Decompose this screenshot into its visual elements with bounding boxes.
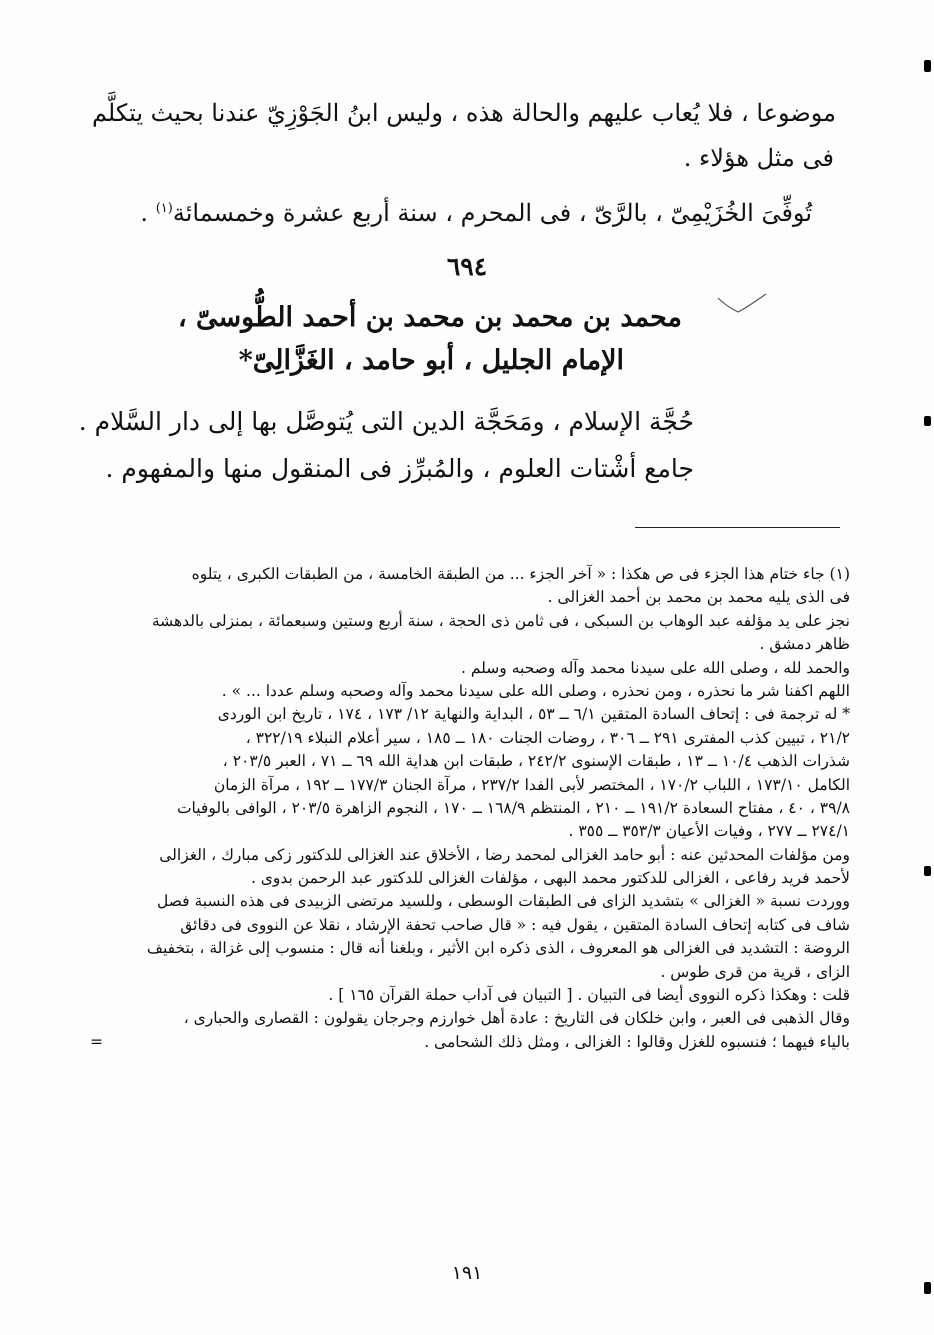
footnote-line: والحمد لله ، وصلى الله على سيدنا محمد وآله وصحبه وسلم . xyxy=(461,658,850,677)
entry-description-line-1: حُجَّة الإسلام ، ومَحَجَّة الدين التى يُتوصَّل بها إلى دار السَّلام . xyxy=(78,407,694,436)
footnote-line: فى الذى يليه محمد بن محمد بن أحمد الغزالى . xyxy=(547,588,850,607)
entry-number: ٦٩٤ xyxy=(446,252,488,281)
footnote-continuation-mark: = xyxy=(90,1032,103,1051)
footnote-marker: (١) xyxy=(155,201,173,216)
scan-edge-mark xyxy=(924,866,931,876)
footnote-line: ٣٩/٨ ، ٤٠ ، مفتاح السعادة ١٩١/٢ ــ ٢١٠ ، المنتظم ١٦٨/٩ ــ ١٧٠ ، النجوم الزاهرة ٢٠٣/٥ ، الوافى بالوفيات xyxy=(176,798,850,817)
body-text-line-1: موضوعا ، فلا يُعاب عليهم والحالة هذه ، وليس ابنُ الجَوْزِيّ عندنا بحيث يتكلَّم xyxy=(91,99,836,127)
footnote-line: * له ترجمة فى : إتحاف السادة المتقين ٦/١ ــ ٥٣ ، البداية والنهاية ١٢/ ١٧٣ ، ١٧٤ ، تاريخ ابن الوردى xyxy=(217,705,850,724)
footnote-line: اللهم اكفنا شر ما نحذره ، ومن نحذره ، وصلى الله على سيدنا محمد وآله وصحبه وسلم عددا ... » . xyxy=(221,681,850,700)
entry-heading-line-1: محمد بن محمد بن محمد بن أحمد الطُّوسىّ ، xyxy=(177,302,682,333)
footnote-line: قلت : وهكذا ذكره النووى أيضا فى التبيان . [ التبيان فى آداب حملة القرآن ١٦٥ ] . xyxy=(328,986,850,1005)
footnote-line: ووردت نسبة « الغزالى » بتشديد الزاى فى الطبقات الوسطى ، وللسيد مرتضى الزبيدى فى هذه النسبة فصل xyxy=(156,892,850,911)
entry-description-line-2: جامع أشْتات العلوم ، والمُبرِّز فى المنقول منها والمفهوم . xyxy=(105,454,694,483)
footnote-line: ٢٧٤/١ ــ ٢٧٧ ، وفيات الأعيان ٣٥٣/٣ ــ ٣٥٥ . xyxy=(568,822,850,841)
scan-edge-mark xyxy=(924,60,931,72)
footnote-line: شذرات الذهب ١٠/٤ ــ ١٣ ، طبقات الإسنوى ٢٤٢/٢ ، طبقات ابن هداية الله ٦٩ ــ ٧١ ، العبر ٢٠٣/٥ ، xyxy=(222,752,850,771)
body-text-line-2: فى مثل هؤلاء . xyxy=(683,144,834,172)
footnote-line: وقال الذهبى فى العبر ، وابن خلكان فى التاريخ : عادة أهل خوارزم وجرجان يقولون : القصارى والحبارى ، xyxy=(183,1009,850,1028)
footnote-separator xyxy=(635,527,840,528)
footnote-line: الزاى ، قرية من قرى طوس . xyxy=(660,962,850,981)
body-text-line-3: تُوفِّىَ الخُزَيْمِىّ ، بالرَّىّ ، فى المحرم ، سنة أربع عشرة وخمسمائة$^{(١)}$ . xyxy=(140,199,812,227)
page-number: ١٩١ xyxy=(451,1262,483,1284)
handwritten-tick-mark xyxy=(716,292,768,316)
footnote-line: الروضة : التشديد فى الغزالى هو المعروف ، الذى ذكره ابن الأثير ، وبلغنا أنه قال : منسوب إلى غزالة ، بتخفيف xyxy=(146,939,850,958)
footnote-line: بالياء فيهما ؛ فنسبوه للغزل وقالوا : الغزالى ، ومثل ذلك الشحامى . xyxy=(424,1032,850,1051)
footnote-line: لأحمد فريد رفاعى ، الغزالى للدكتور محمد البهى ، مؤلفات الغزالى للدكتور عبد الرحمن بدوى . xyxy=(250,869,850,888)
footnote-line: الكامل ١٧٣/١٠ ، اللباب ١٧٠/٢ ، المختصر لأبى الفدا ٢٣٧/٢ ، مرآة الجنان ١٧٧/٣ ــ ١٩٢ ، مرآة الزمان xyxy=(213,775,850,794)
footnotes-block xyxy=(90,563,850,1054)
scan-edge-mark xyxy=(924,416,931,426)
footnote-line: ومن مؤلفات المحدثين عنه : أبو حامد الغزالى لمحمد رضا ، الأخلاق عند الغزالى للدكتور زكى مبارك ، الغزالى xyxy=(159,845,850,864)
footnote-line: نجز على يد مؤلفه عبد الوهاب بن السبكى ، فى ثامن ذى الحجة ، سنة أربع وستين وسبعمائة ، بمنزلى بالدهشة xyxy=(151,611,850,630)
entry-heading-line-2: الإمام الجليل ، أبو حامد ، الغَزَّالِىّ* xyxy=(238,345,624,376)
footnote-line: (١) جاء ختام هذا الجزء فى ص هكذا : « آخر الجزء ... من الطبقة الخامسة ، من الطبقات الكبرى ، يتلوه xyxy=(191,565,850,583)
footnote-line: شاف فى كتابه إتحاف السادة المتقين ، يقول فيه : « قال صاحب تحفة الإرشاد ، نقلا عن النووى فى دقائق xyxy=(180,915,850,934)
footnote-line: ظاهر دمشق . xyxy=(759,635,850,654)
footnote-line: ٢١/٢ ، تبيين كذب المفترى ٢٩١ ــ ٣٠٦ ، روضات الجنات ١٨٠ ــ ١٨٥ ، سير أعلام النبلاء ٣٢٢/١٩ ، xyxy=(245,728,850,747)
